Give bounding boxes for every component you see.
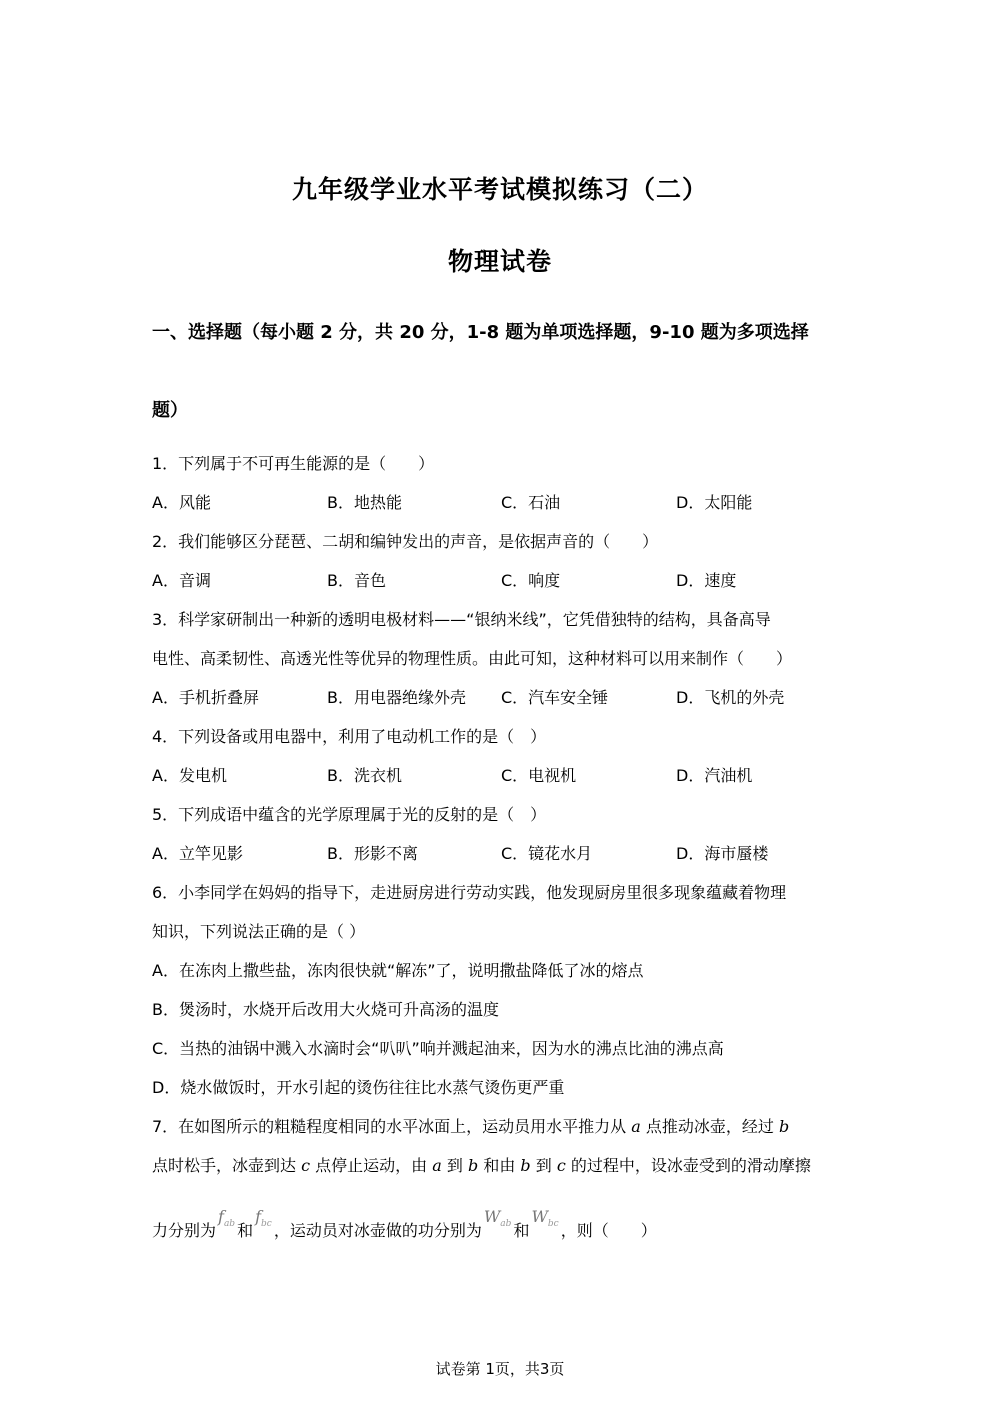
- point-a-label: a: [432, 1156, 442, 1175]
- question-4-option-a: A．发电机: [152, 766, 227, 785]
- question-1-stem: 1．下列属于不可再生能源的是（ ）: [152, 454, 435, 473]
- question-3-option-b: B．用电器绝缘外壳: [327, 688, 466, 707]
- question-3-stem: 3．科学家研制出一种新的透明电极材料——“银纳米线”，它凭借独特的结构，具备高导: [152, 610, 771, 629]
- q7-text: 和由: [478, 1156, 521, 1175]
- point-b-label: b: [520, 1156, 531, 1175]
- question-1-option-c: C．石油: [501, 493, 561, 512]
- point-c-label: c: [301, 1156, 311, 1175]
- question-6-stem: 6．小李同学在妈妈的指导下，走进厨房进行劳动实践，他发现厨房里很多现象蕴藏着物理: [152, 883, 787, 902]
- point-b-label: b: [467, 1156, 479, 1175]
- question-1-option-d: D．太阳能: [676, 493, 753, 512]
- q7-text: 的过程中，设冰壶受到的滑动摩擦: [565, 1156, 811, 1175]
- question-4-option-d: D．汽油机: [676, 766, 753, 785]
- section-heading-cont: 题）: [152, 400, 188, 421]
- q7-text: 到: [530, 1156, 557, 1175]
- question-1-option-a: A．风能: [152, 493, 211, 512]
- q7-text: 7．在如图所示的粗糙程度相同的水平冰面上，运动员用水平推力从: [152, 1117, 632, 1136]
- q7-text: 到: [441, 1156, 468, 1175]
- q7-text: ，运动员对冰壶做的功分别为: [273, 1221, 482, 1240]
- exam-title: 九年级学业水平考试模拟练习（二）: [291, 175, 708, 204]
- section-heading: 一、选择题（每小题 2 分，共 20 分，1-8 题为单项选择题，9-10 题为多项选择: [152, 322, 809, 343]
- question-5-option-a: A．立竿见影: [152, 844, 243, 863]
- question-2-option-a: A．音调: [152, 571, 211, 590]
- question-3-option-d: D．飞机的外壳: [676, 688, 785, 707]
- question-6-option-d: D．烧水做饭时，开水引起的烫伤往往比水蒸气烫伤更严重: [152, 1078, 565, 1097]
- friction-ab-symbol: $f_{ab}$: [218, 1207, 236, 1230]
- question-7-stem-cont: [152, 1153, 872, 1176]
- work-bc-symbol: $W_{bc}$: [531, 1207, 559, 1230]
- question-5-option-d: D．海市蜃楼: [676, 844, 769, 863]
- question-6-stem-cont: 知识，下列说法正确的是（ ）: [152, 922, 366, 941]
- question-2-option-b: B．音色: [327, 571, 386, 590]
- question-7-stem-end: [152, 1207, 872, 1243]
- q7-text: 点停止运动，由: [310, 1156, 433, 1175]
- question-5-option-c: C．镜花水月: [501, 844, 593, 863]
- exam-subtitle: 物理试卷: [447, 247, 552, 276]
- question-3-stem-cont: 电性、高柔韧性、高透光性等优异的物理性质。由此可知，这种材料可以用来制作（ ）: [152, 649, 793, 668]
- question-2-option-d: D．速度: [676, 571, 737, 590]
- q7-text: ，则（ ）: [560, 1221, 657, 1240]
- question-3-option-c: C．汽车安全锤: [501, 688, 609, 707]
- q7-text: 点推动冰壶，经过: [640, 1117, 780, 1136]
- q7-text: 和: [237, 1221, 254, 1240]
- q7-text: 点时松手，冰壶到达: [152, 1156, 302, 1175]
- question-3-option-a: A．手机折叠屏: [152, 688, 259, 707]
- friction-bc-symbol: $f_{bc}$: [255, 1207, 272, 1230]
- question-4-stem: 4．下列设备或用电器中，利用了电动机工作的是（ ）: [152, 727, 547, 746]
- question-6-option-c: C．当热的油锅中溅入水滴时会“叭叭”响并溅起油来，因为水的沸点比油的沸点高: [152, 1039, 724, 1058]
- point-a-label: a: [631, 1117, 641, 1136]
- question-5-stem: 5．下列成语中蕴含的光学原理属于光的反射的是（ ）: [152, 805, 547, 824]
- q7-text: 力分别为: [152, 1221, 217, 1240]
- question-6-option-b: B．煲汤时，水烧开后改用大火烧可升高汤的温度: [152, 1000, 499, 1019]
- page-footer: 试卷第 1页，共3页: [435, 1360, 565, 1378]
- question-7-stem: [152, 1114, 872, 1137]
- question-4-option-b: B．洗衣机: [327, 766, 402, 785]
- question-2-option-c: C．响度: [501, 571, 561, 590]
- question-4-option-c: C．电视机: [501, 766, 577, 785]
- question-2-stem: 2．我们能够区分琵琶、二胡和编钟发出的声音，是依据声音的（ ）: [152, 532, 659, 551]
- question-6-option-a: A．在冻肉上撒些盐，冻肉很快就“解冻”了，说明撒盐降低了冰的熔点: [152, 961, 644, 980]
- question-1-option-b: B．地热能: [327, 493, 402, 512]
- point-c-label: c: [556, 1156, 566, 1175]
- point-b-label: b: [779, 1117, 790, 1136]
- work-ab-symbol: $W_{ab}$: [483, 1207, 512, 1230]
- question-5-option-b: B．形影不离: [327, 844, 418, 863]
- q7-text: 和: [513, 1221, 530, 1240]
